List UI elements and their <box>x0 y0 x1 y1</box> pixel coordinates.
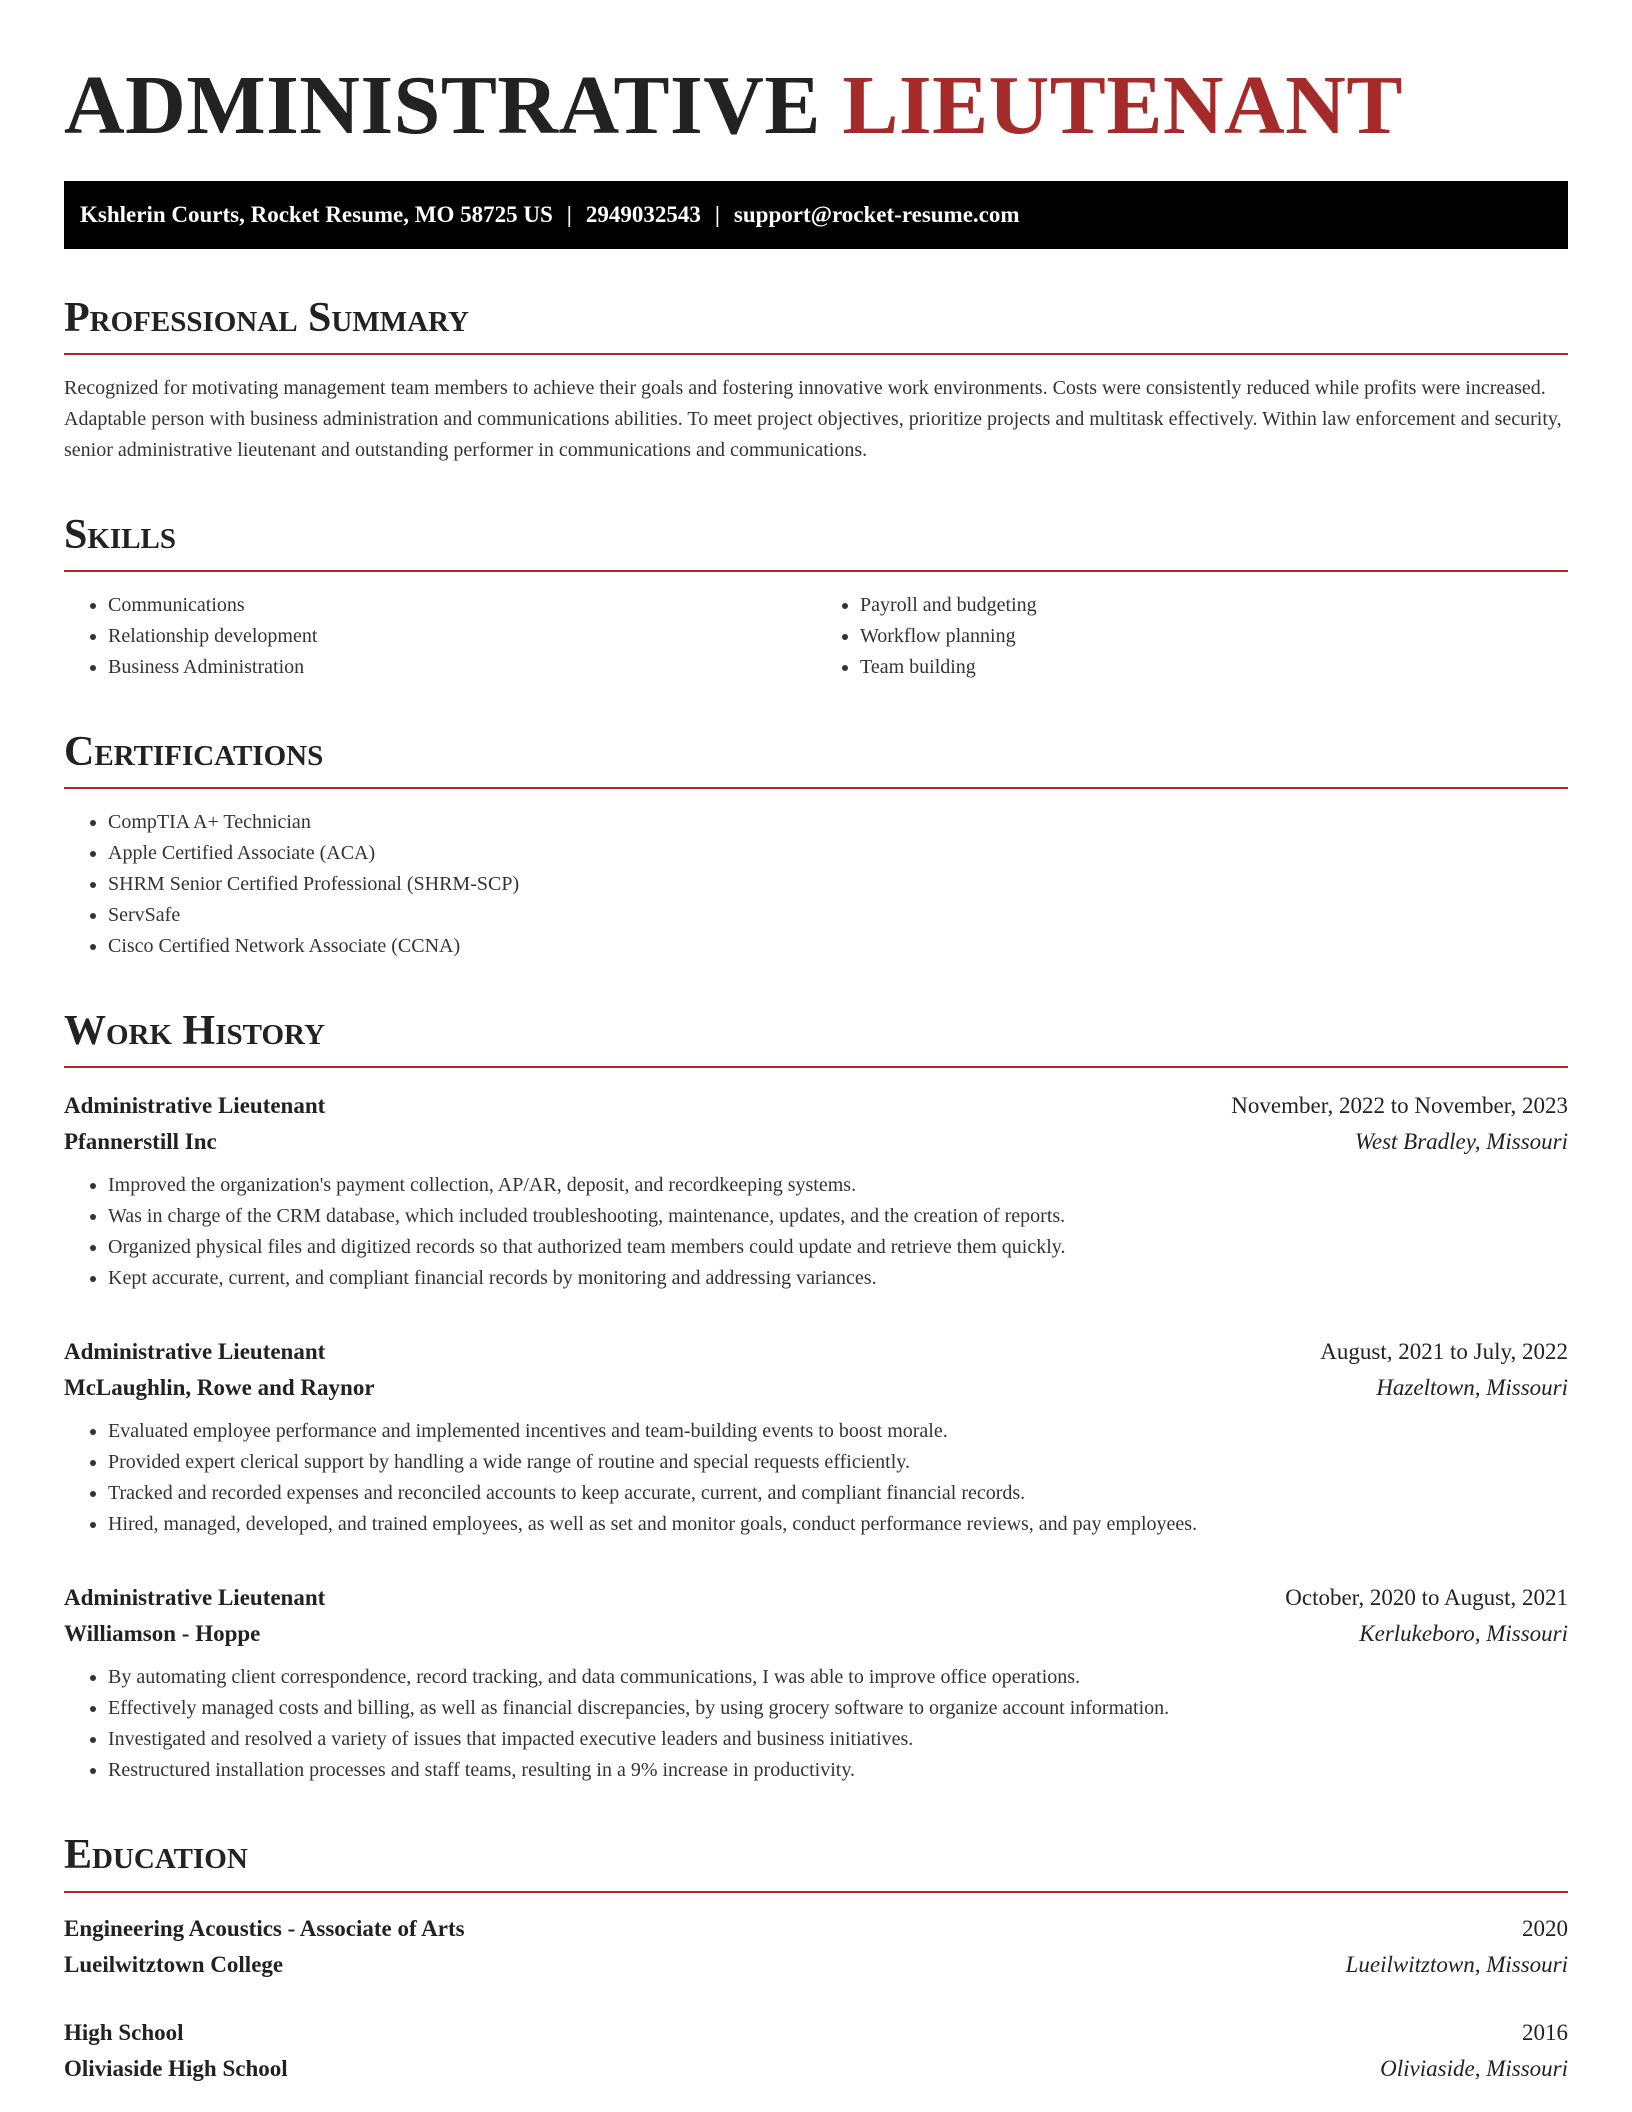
job-bullet: • Was in charge of the CRM database, which included troubleshooting, maintenance, updates, and the creation of reports. <box>108 1201 1568 1232</box>
job-bullet: • Provided expert clerical support by handling a wide range of routine and special requests efficiently. <box>108 1447 1568 1478</box>
certifications-section <box>64 729 1568 962</box>
summary-text: Recognized for motivating management team members to achieve their goals and fostering innovative work environments. Costs were consistently reduced while profits were increased. Adaptable person with business administration and communications abilities. To meet project objectives, prioritize projects and multitask effectively. Within law enforcement and security, senior administrative lieutenant and outstanding performer in communications and communications. <box>64 376 1562 461</box>
job-company: Williamson - Hoppe <box>64 1621 261 1647</box>
contact-phone: 2949032543 <box>585 201 701 227</box>
education-entry <box>64 1911 1568 1983</box>
section-title: Work History <box>64 1008 1568 1068</box>
section-title: Skills <box>64 512 1568 572</box>
education-entry <box>64 2015 1568 2087</box>
certification-item: • Cisco Certified Network Associate (CCNA) <box>108 931 1568 962</box>
job-entry <box>64 1580 1568 1786</box>
last-name: LIEUTENANT <box>842 59 1403 152</box>
education-year: 2016 <box>1522 2019 1568 2045</box>
summary-section <box>64 295 1568 466</box>
education-year: 2020 <box>1522 1915 1568 1941</box>
job-entry <box>64 1334 1568 1540</box>
skill-item: • Team building <box>860 652 1568 683</box>
first-name: ADMINISTRATIVE <box>64 59 821 152</box>
skill-item: • Payroll and budgeting <box>860 590 1568 621</box>
education-section <box>64 1832 1568 2086</box>
work-history-section <box>64 1008 1568 1786</box>
skill-item: • Workflow planning <box>860 621 1568 652</box>
skills-column <box>64 590 816 683</box>
contact-separator: | <box>566 201 572 227</box>
job-company: Pfannerstill Inc <box>64 1129 217 1155</box>
job-location: Hazeltown, Missouri <box>1376 1375 1568 1401</box>
job-bullet: • Tracked and recorded expenses and reconciled accounts to keep accurate, current, and compliant financial records. <box>108 1478 1568 1509</box>
education-degree: Engineering Acoustics - Associate of Arts <box>64 1915 465 1941</box>
section-title: Education <box>64 1832 1568 1892</box>
job-bullet: • Restructured installation processes and staff teams, resulting in a 9% increase in productivity. <box>108 1755 1568 1786</box>
education-school: Oliviaside High School <box>64 2055 288 2081</box>
skills-columns <box>64 590 1568 683</box>
education-location: Oliviaside, Missouri <box>1380 2055 1568 2081</box>
job-bullet: • Kept accurate, current, and compliant financial records by monitoring and addressing variances. <box>108 1263 1568 1294</box>
job-bullet: • Investigated and resolved a variety of issues that impacted executive leaders and business initiatives. <box>108 1724 1568 1755</box>
certification-item: • ServSafe <box>108 900 1568 931</box>
skill-item: • Communications <box>108 590 816 621</box>
job-bullet: • Evaluated employee performance and implemented incentives and team-building events to boost morale. <box>108 1416 1568 1447</box>
certification-item: • CompTIA A+ Technician <box>108 807 1568 838</box>
contact-email: support@rocket-resume.com <box>733 201 1020 227</box>
contact-separator: | <box>714 201 720 227</box>
certification-item: • Apple Certified Associate (ACA) <box>108 838 1568 869</box>
section-title: Professional Summary <box>64 295 1568 355</box>
job-location: Kerlukeboro, Missouri <box>1359 1621 1568 1647</box>
job-location: West Bradley, Missouri <box>1354 1129 1568 1155</box>
contact-address: Kshlerin Courts, Rocket Resume, MO 58725 US <box>80 201 553 227</box>
job-position: Administrative Lieutenant <box>64 1339 326 1365</box>
job-dates: October, 2020 to August, 2021 <box>1285 1585 1568 1611</box>
contact-bar <box>64 181 1568 249</box>
job-entry <box>64 1088 1568 1294</box>
job-bullet: • Organized physical files and digitized records so that authorized team members could update and retrieve them quickly. <box>108 1232 1568 1263</box>
skill-item: • Relationship development <box>108 621 816 652</box>
job-bullet: • Hired, managed, developed, and trained employees, as well as set and monitor goals, conduct performance reviews, and pay employees. <box>108 1509 1568 1540</box>
skill-item: • Business Administration <box>108 652 816 683</box>
certifications-list <box>64 807 1568 962</box>
section-title: Certifications <box>64 729 1568 789</box>
job-company: McLaughlin, Rowe and Raynor <box>64 1375 375 1401</box>
education-degree: High School <box>64 2019 184 2045</box>
job-position: Administrative Lieutenant <box>64 1093 326 1119</box>
candidate-name <box>64 58 1568 155</box>
education-location: Lueilwitztown, Missouri <box>1345 1951 1568 1977</box>
job-position: Administrative Lieutenant <box>64 1585 326 1611</box>
job-bullet: • Improved the organization's payment collection, AP/AR, deposit, and recordkeeping systems. <box>108 1170 1568 1201</box>
job-bullets <box>64 1170 1568 1294</box>
education-school: Lueilwitztown College <box>64 1951 284 1977</box>
job-bullets <box>64 1416 1568 1540</box>
job-bullet: • Effectively managed costs and billing, as well as financial discrepancies, by using grocery software to organize account information. <box>108 1693 1568 1724</box>
skills-section <box>64 512 1568 683</box>
job-bullet: • By automating client correspondence, record tracking, and data communications, I was able to improve office operations. <box>108 1662 1568 1693</box>
job-bullets <box>64 1662 1568 1786</box>
skills-column <box>816 590 1568 683</box>
job-dates: November, 2022 to November, 2023 <box>1231 1093 1568 1119</box>
certification-item: • SHRM Senior Certified Professional (SHRM-SCP) <box>108 869 1568 900</box>
job-dates: August, 2021 to July, 2022 <box>1320 1339 1568 1365</box>
